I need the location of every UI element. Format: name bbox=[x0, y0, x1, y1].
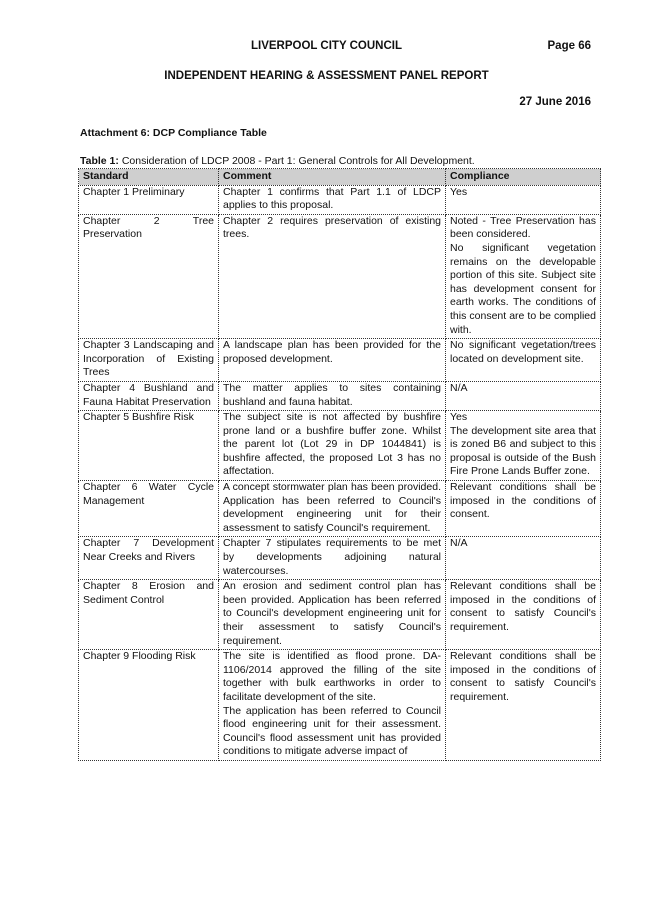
cell-comment: An erosion and sediment control plan has been provided. Application has been referred to Council's development engineering unit for their assessment to satisfy Council's requirement. bbox=[219, 580, 446, 650]
compliance-line: Noted - Tree Preservation has been considered. bbox=[450, 214, 596, 241]
cell-compliance bbox=[446, 381, 601, 410]
compliance-line: N/A bbox=[450, 537, 468, 550]
compliance-line: Yes bbox=[450, 411, 468, 424]
compliance-line: Relevant conditions shall be imposed in the conditions of consent. bbox=[450, 481, 596, 521]
cell-comment: A landscape plan has been provided for the proposed development. bbox=[219, 339, 446, 382]
council-title: LIVERPOOL CITY COUNCIL bbox=[250, 40, 402, 52]
table-row bbox=[79, 650, 601, 761]
cell-standard: Chapter 1 Preliminary bbox=[79, 185, 219, 214]
cell-comment: Chapter 2 requires preservation of existing trees. bbox=[219, 214, 446, 338]
cell-compliance bbox=[446, 185, 601, 214]
cell-comment: The subject site is not affected by bushfire prone land or a bushfire buffer zone. Whilst the parent lot (Lot 29 in DP 1044841) is bushfire affected, the proposed Lot 3 has no affectation. bbox=[219, 411, 446, 481]
comment-line: The site is identified as flood prone. DA-1106/2014 approved the filling of the site together with bulk earthworks in order to facilitate development of the site. bbox=[223, 650, 441, 703]
table-header-row bbox=[79, 169, 601, 186]
col-header-standard: Standard bbox=[79, 169, 219, 186]
table-row bbox=[79, 185, 601, 214]
attachment-title: Attachment 6: DCP Compliance Table bbox=[80, 127, 267, 139]
table-row bbox=[79, 537, 601, 580]
cell-comment bbox=[219, 650, 446, 761]
cell-compliance bbox=[446, 580, 601, 650]
cell-standard: Chapter 2 Tree Preservation bbox=[79, 214, 219, 338]
table-row bbox=[79, 381, 601, 410]
compliance-line: N/A bbox=[450, 381, 468, 394]
compliance-line: The development site area that is zoned B6 and subject to this proposal is outside of the Bush Fire Prone Lands Buffer zone. bbox=[450, 424, 596, 478]
cell-standard: Chapter 9 Flooding Risk bbox=[79, 650, 219, 761]
table-row bbox=[79, 580, 601, 650]
comment-line: The application has been referred to Council flood engineering unit for their assessment. Council's flood assessment unit has provided conditions to mitigate adverse impact of bbox=[223, 704, 441, 758]
cell-comment: The matter applies to sites containing bushland and fauna habitat. bbox=[219, 381, 446, 410]
cell-compliance bbox=[446, 481, 601, 537]
table-row bbox=[79, 339, 601, 382]
report-title: INDEPENDENT HEARING & ASSESSMENT PANEL REPORT bbox=[164, 70, 489, 82]
table-row bbox=[79, 214, 601, 338]
table-caption bbox=[80, 155, 475, 167]
compliance-line: Relevant conditions shall be imposed in the conditions of consent to satisfy Council's requirement. bbox=[450, 580, 596, 633]
table-row bbox=[79, 481, 601, 537]
table-row bbox=[79, 411, 601, 481]
cell-standard: Chapter 8 Erosion and Sediment Control bbox=[79, 580, 219, 650]
caption-text: Consideration of LDCP 2008 - Part 1: General Controls for All Development. bbox=[118, 155, 475, 167]
caption-label: Table 1: bbox=[80, 155, 119, 167]
cell-compliance bbox=[446, 650, 601, 761]
cell-comment: Chapter 7 stipulates requirements to be met by developments adjoining natural watercourses. bbox=[219, 537, 446, 580]
cell-compliance bbox=[446, 411, 601, 481]
cell-standard: Chapter 4 Bushland and Fauna Habitat Preservation bbox=[79, 381, 219, 410]
cell-compliance bbox=[446, 214, 601, 338]
cell-standard: Chapter 7 Development Near Creeks and Rivers bbox=[79, 537, 219, 580]
cell-comment: A concept stormwater plan has been provided. Application has been referred to Council's development engineering unit for their assessment to satisfy Council's requirement. bbox=[219, 481, 446, 537]
compliance-line: No significant vegetation/trees located on development site. bbox=[450, 339, 596, 365]
cell-standard: Chapter 6 Water Cycle Management bbox=[79, 481, 219, 537]
cell-compliance bbox=[446, 339, 601, 382]
compliance-line: Yes bbox=[450, 185, 468, 198]
cell-standard: Chapter 5 Bushfire Risk bbox=[79, 411, 219, 481]
col-header-comment: Comment bbox=[219, 169, 446, 186]
dcp-compliance-table bbox=[78, 168, 601, 761]
cell-compliance bbox=[446, 537, 601, 580]
cell-standard: Chapter 3 Landscaping and Incorporation of Existing Trees bbox=[79, 339, 219, 382]
page-number: Page 66 bbox=[547, 40, 591, 52]
compliance-line: No significant vegetation remains on the developable portion of this site. Subject site has development consent for earth works. The conditions of this consent are to be complied with. bbox=[450, 241, 596, 336]
col-header-compliance: Compliance bbox=[446, 169, 601, 186]
report-date: 27 June 2016 bbox=[519, 96, 591, 108]
cell-comment: Chapter 1 confirms that Part 1.1 of LDCP applies to this proposal. bbox=[219, 185, 446, 214]
compliance-line: Relevant conditions shall be imposed in the conditions of consent to satisfy Council's requirement. bbox=[450, 650, 596, 703]
